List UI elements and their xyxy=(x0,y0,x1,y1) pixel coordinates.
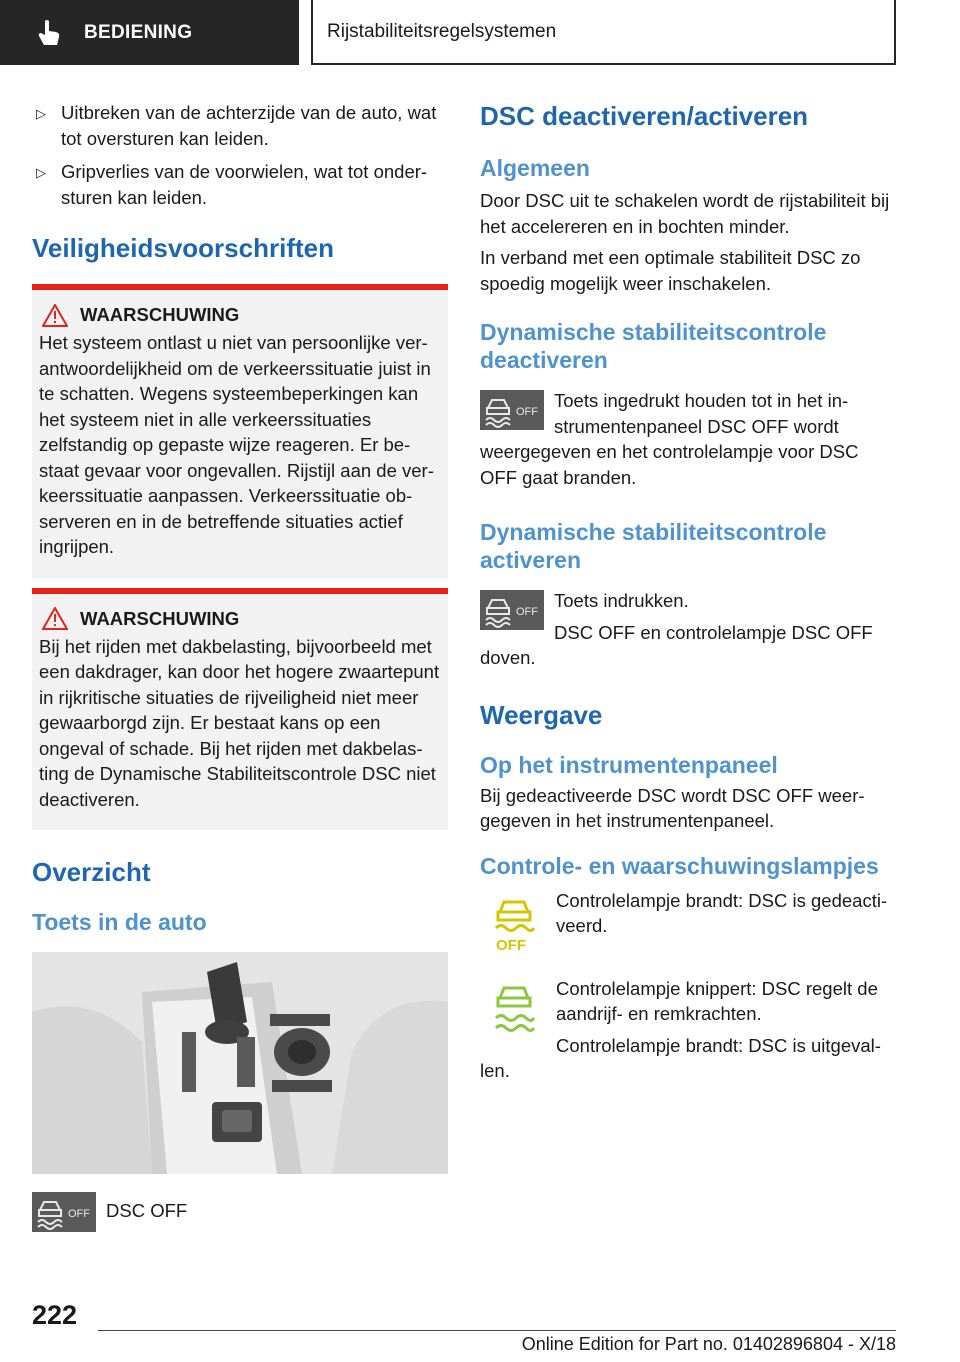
triangle-bullet-icon: ▷ xyxy=(36,165,46,180)
list-item: ▷ Gripverlies van de voorwielen, wat tot ondersturen kan leiden. xyxy=(36,161,428,208)
header-section-tab xyxy=(0,0,299,65)
footer-edition: Online Edition for Part no. 01402896804 - X/18 xyxy=(521,1334,896,1354)
hand-pointer-icon xyxy=(34,18,64,48)
warning-box xyxy=(32,284,448,578)
deactivate-text: Toets ingedrukt houden tot in het instrumentenpaneel DSC OFF wordt weergegeven en het controlelampje voor DSC OFF gaat branden. xyxy=(480,390,859,488)
lamp-row-active xyxy=(480,976,895,1084)
lamp-failed-text: Controlelampje brandt: DSC is uitgevallen. xyxy=(480,1034,881,1081)
svg-text:OFF: OFF xyxy=(516,606,538,618)
dsc-off-caption: DSC OFF xyxy=(106,1200,188,1221)
right-column xyxy=(480,100,895,1084)
instrument-panel-text: Bij gedeactiveerde DSC wordt DSC OFF weergegeven in het instrumentenpaneel. xyxy=(480,784,865,831)
dsc-off-indicator-yellow-icon xyxy=(492,896,536,952)
header-section-label: BEDIENING xyxy=(84,21,193,43)
warning-triangle-icon xyxy=(42,607,68,630)
header-chapter-label: Rijstabiliteitsregelsystemen xyxy=(327,20,557,42)
warning-triangle-icon xyxy=(42,304,68,327)
header-chapter-box xyxy=(311,0,896,65)
instrument-panel-heading: Op het instrumentenpaneel xyxy=(480,751,778,778)
svg-text:OFF: OFF xyxy=(516,406,538,418)
triangle-bullet-icon: ▷ xyxy=(36,106,46,121)
dsc-off-button-icon xyxy=(32,1192,96,1232)
warning-box xyxy=(32,588,448,831)
dsc-indicator-green-icon xyxy=(492,984,536,1040)
lamp-deactivated-text: Controlelampje brandt: DSC is gedeactiveerd. xyxy=(556,889,888,936)
svg-text:OFF: OFF xyxy=(496,936,526,952)
lamp-row-deactivated xyxy=(480,888,895,952)
deactivate-block xyxy=(480,388,895,490)
lamp-flashing-text: Controlelampje knippert: DSC regelt de aandrijf- en remkrachten. xyxy=(556,977,878,1024)
activate-text: Toets indrukken. xyxy=(554,590,689,611)
activate-text: DSC OFF en controlelampje DSC OFF doven. xyxy=(480,621,873,668)
general-paragraph: Door DSC uit te schakelen wordt de rijstabiliteit bij het accelereren en in bochten minder. xyxy=(480,190,890,237)
general-paragraph: In verband met een optimale stabiliteit DSC zo spoedig mogelijk weer inschakelen. xyxy=(480,247,861,294)
dsc-off-caption-row xyxy=(32,1190,448,1232)
center-console-photo xyxy=(32,952,448,1174)
svg-text:OFF: OFF xyxy=(68,1208,90,1220)
activate-heading: Dynamische stabiliteitscontrole activeren xyxy=(480,519,827,573)
center-console-illustration xyxy=(32,952,448,1174)
footer-divider xyxy=(98,1330,896,1331)
overview-heading: Overzicht xyxy=(32,857,151,887)
warning-title: WAARSCHUWING xyxy=(39,302,442,328)
warning-text: Bij het rijden met dakbelasting, bijvoorbeeld met een dakdrager, kan door het hogere zwaartepunt in rijkritische situaties de rijveiligheid niet meer gewaarborgd zijn. Er bestaat kans op een ongeval of schade. Bij het rijden met dakbelasting de Dynamische Stabiliteitscontrole DSC niet deactiveren. xyxy=(39,635,440,810)
dsc-off-button-icon xyxy=(480,390,544,430)
list-item: ▷ Uitbreken van de achterzijde van de auto, wat tot oversturen kan leiden. xyxy=(36,102,437,149)
dsc-off-button-icon xyxy=(480,590,544,630)
general-heading: Algemeen xyxy=(480,155,590,181)
page-number: 222 xyxy=(32,1300,78,1330)
lamps-heading: Controle- en waarschuwingslampjes xyxy=(480,852,879,879)
display-heading: Weergave xyxy=(480,699,603,730)
dsc-main-heading: DSC deactiveren/activeren xyxy=(480,101,809,131)
activate-block xyxy=(480,588,895,671)
warning-text: Het systeem ontlast u niet van persoonlijke verantwoordelijkheid om de verkeerssituatie juist in te schatten. Wegens systeembeperkingen kan het systeem niet in alle verkeerssituaties zelfstandig op gepaste wijze reageren. Er bestaat gevaar voor ongevallen. Rijstijl aan de verkeerssituatie aanpassen. Verkeerssituatie observeren en in de betreffende situaties actief ingrijpen. xyxy=(39,332,434,557)
warning-title: WAARSCHUWING xyxy=(39,606,442,632)
safety-heading: Veiligheidsvoorschriften xyxy=(32,233,334,263)
deactivate-heading: Dynamische stabiliteitscontrole deactiveren xyxy=(480,319,827,373)
button-in-car-heading: Toets in de auto xyxy=(32,909,207,935)
left-column xyxy=(32,100,448,1232)
